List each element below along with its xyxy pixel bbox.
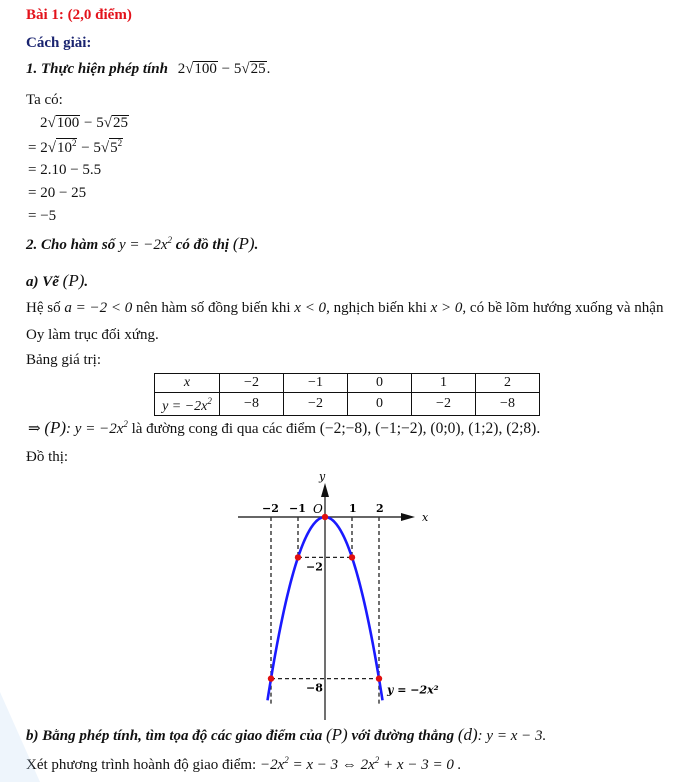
text: , có bề lõm hướng xuống và nhận [462, 300, 664, 316]
table-cell: −2 [220, 374, 284, 393]
description-line-2: Oy làm trục đối xứng. [26, 327, 159, 343]
y-tick-labels [306, 560, 323, 694]
math: + x − 3 = 0 . [379, 757, 462, 773]
x-tick-label: −1 [289, 502, 306, 515]
y-tick-label: −2 [306, 560, 323, 574]
operator: − 5 [80, 115, 104, 131]
period: . [266, 61, 271, 77]
base: 10 [56, 140, 72, 156]
table-header-x: x [155, 374, 220, 393]
text: là đường cong đi qua các điểm [127, 421, 320, 437]
exponent: 2 [207, 396, 212, 406]
x-tick-label: −2 [262, 502, 279, 515]
sqrt-icon: √ [47, 115, 56, 131]
parabola-label: (P) [62, 271, 85, 290]
data-point [268, 675, 274, 681]
part-b-title [26, 725, 546, 745]
step-2: = 2.10 − 5.5 [28, 162, 102, 178]
table-cell: −2 [284, 393, 348, 416]
exponent: 2 [374, 755, 380, 765]
text: Hệ số [26, 300, 65, 316]
table-cell: −8 [476, 393, 540, 416]
prompt-text: 2. Cho hàm số [26, 237, 119, 253]
text: Xét phương trình hoành độ giao điểm: [26, 757, 260, 773]
implies: ⇒ [28, 421, 45, 437]
prompt-text: có đồ thị [172, 237, 233, 253]
math: x < 0 [294, 300, 327, 316]
parabola-label: (P) [44, 418, 67, 437]
title-text: b) Bằng phép tính, tìm tọa độ các giao điểm của [26, 728, 327, 744]
period: . [84, 274, 89, 290]
operator: − 5 [217, 61, 242, 77]
table-cell: 0 [348, 393, 412, 416]
text: , nghịch biến khi [326, 300, 431, 316]
origin-label: O [313, 502, 323, 516]
parabola-label: (P) [232, 234, 255, 253]
radicand: 100 [194, 61, 217, 77]
data-point [349, 554, 355, 560]
points-list: (−2;−8), (−1;−2), (0;0), (1;2), (2;8). [319, 420, 541, 437]
x-tick-label: 2 [376, 502, 384, 515]
operator: − 5 [77, 140, 101, 156]
curve-label: y = −2x² [387, 683, 439, 697]
table-cell: 2 [476, 374, 540, 393]
sqrt-icon: √ [241, 61, 250, 77]
equals-coef: = 2 [28, 140, 48, 156]
y-axis-arrow-icon [321, 483, 329, 497]
exponent: 2 [123, 419, 128, 429]
period: . [254, 237, 259, 253]
math: a = −2 < 0 [64, 300, 133, 316]
intro-text: Ta có: [26, 92, 63, 108]
data-point [376, 675, 382, 681]
base: 5 [110, 140, 118, 156]
label: y = −2x [162, 399, 208, 414]
y-tick-label: −8 [306, 681, 323, 695]
table-cell: −8 [220, 393, 284, 416]
watermark-shape [0, 692, 40, 782]
exercise-title: Bài 1: (2,0 điểm) [26, 7, 132, 23]
table-cell: 0 [348, 374, 412, 393]
x-axis-arrow-icon [401, 513, 415, 521]
radicand: 25 [112, 115, 128, 131]
exponent: 2 [117, 138, 123, 148]
exponent: 2 [284, 755, 289, 765]
graph-label: Đồ thị: [26, 449, 69, 465]
sqrt-icon: √ [47, 140, 56, 156]
line-equation: : y = x − 3. [477, 728, 547, 744]
coef: 2 [40, 115, 48, 131]
step-3: = 20 − 25 [28, 185, 87, 201]
x-tick-label: 1 [349, 502, 357, 515]
data-point [322, 514, 328, 520]
x-axis-label: x [422, 511, 429, 524]
function: y = −2x [118, 237, 168, 253]
y-axis-label: y [319, 470, 326, 483]
radicand: 25 [250, 61, 266, 77]
step-4: = −5 [28, 208, 57, 224]
part1-prompt: 1. Thực hiện phép tính [26, 61, 168, 77]
table-cell: 1 [412, 374, 476, 393]
sqrt-icon: √ [100, 140, 110, 156]
function: : y = −2x [66, 421, 124, 437]
text: nên hàm số đồng biến khi [132, 300, 295, 316]
math: −2x [259, 757, 285, 773]
title-text: với đường thẳng [347, 728, 458, 744]
table-cell: −1 [284, 374, 348, 393]
coef: 2 [177, 61, 186, 77]
parabola-label: (P) [326, 725, 348, 744]
math: = x − 3 ⇔ 2x [288, 757, 375, 773]
radicand: 100 [56, 115, 80, 131]
line-label: (d) [457, 725, 478, 744]
exponent: 2 [71, 138, 77, 148]
exponent: 2 [167, 235, 173, 245]
equation-line [26, 755, 461, 774]
sqrt-icon: √ [185, 61, 194, 77]
title-text: a) Vẽ [26, 274, 63, 290]
solution-label: Cách giải: [26, 35, 92, 51]
table-label: Bảng giá trị: [26, 352, 101, 368]
sqrt-icon: √ [103, 115, 112, 131]
table-cell: −2 [412, 393, 476, 416]
data-point [295, 554, 301, 560]
math: x > 0 [430, 300, 463, 316]
